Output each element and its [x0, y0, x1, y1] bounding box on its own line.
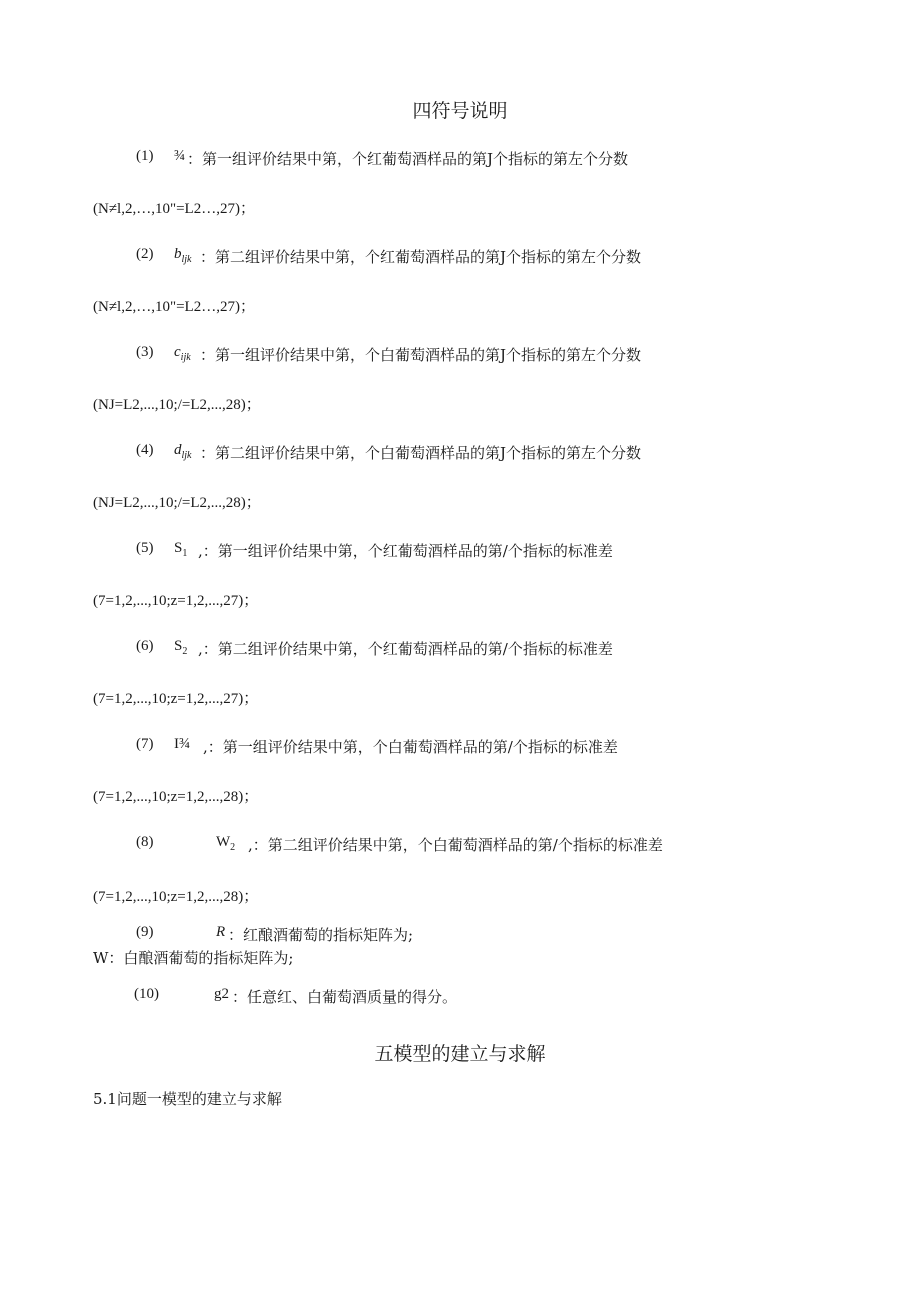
- item-number: (1): [136, 148, 154, 164]
- item-symbol: $b_{ljk}$: [174, 246, 192, 265]
- item-description: ：第二组评价结果中第，个白葡萄酒样品的第J个指标的第左个分数: [200, 444, 642, 462]
- item-symbol: $W_2$: [216, 834, 236, 853]
- item-description: ,：第一组评价结果中第，个红葡萄酒样品的第/个指标的标准差: [198, 542, 613, 560]
- section-4-title: 四符号说明: [412, 100, 508, 122]
- subsection-5-1-title: 5.1问题一模型的建立与求解: [93, 1090, 282, 1108]
- item-description: ：第二组评价结果中第，个红葡萄酒样品的第J个指标的第左个分数: [200, 248, 642, 266]
- item-index-range: (7=1,2,...,10;z=1,2,...,28)；: [93, 789, 259, 805]
- item-number: (2): [136, 246, 154, 262]
- item-symbol: $c_{ijk}$: [174, 344, 191, 363]
- item-index-range: (7=1,2,...,10;z=1,2,...,28)；: [93, 889, 259, 905]
- item-number: (3): [136, 344, 154, 360]
- item-description: ,：第二组评价结果中第，个红葡萄酒样品的第/个指标的标准差: [198, 640, 613, 658]
- item-symbol: $d_{ljk}$: [174, 442, 192, 461]
- item-symbol: $S_1$: [174, 540, 188, 559]
- item-symbol: ¾: [174, 148, 186, 164]
- item-symbol: g2: [214, 986, 229, 1002]
- item-index-range: (N≠l,2,…,10"=L2…,27)；: [93, 201, 255, 217]
- item-symbol: R: [216, 924, 226, 940]
- item-description: ：红酿酒葡萄的指标矩阵为;: [228, 926, 414, 944]
- item-description: ：第一组评价结果中第，个白葡萄酒样品的第J个指标的第左个分数: [200, 346, 642, 364]
- item-number: (10): [134, 986, 159, 1002]
- item-number: (9): [136, 924, 154, 940]
- item-symbol: I¾: [174, 736, 191, 752]
- item-number: (4): [136, 442, 154, 458]
- item-description: ,：第二组评价结果中第，个白葡萄酒样品的第/个指标的标准差: [248, 836, 663, 854]
- white-grape-matrix-line: W：白酿酒葡萄的指标矩阵为;: [93, 949, 294, 967]
- item-index-range: (7=1,2,...,10;z=1,2,...,27)；: [93, 691, 259, 707]
- item-description: ：第一组评价结果中第，个红葡萄酒样品的第J个指标的第左个分数: [187, 150, 629, 168]
- section-5-title: 五模型的建立与求解: [374, 1043, 546, 1065]
- item-number: (6): [136, 638, 154, 654]
- item-number: (8): [136, 834, 154, 850]
- item-description: ,：第一组评价结果中第，个白葡萄酒样品的第/个指标的标准差: [203, 738, 618, 756]
- item-number: (7): [136, 736, 154, 752]
- item-number: (5): [136, 540, 154, 556]
- item-description: ：任意红、白葡萄酒质量的得分。: [232, 988, 458, 1006]
- item-index-range: (7=1,2,...,10;z=1,2,...,27)；: [93, 593, 259, 609]
- item-index-range: (N≠l,2,…,10"=L2…,27)；: [93, 299, 255, 315]
- item-symbol: $S_2$: [174, 638, 188, 657]
- item-index-range: (NJ=L2,...,10;/=L2,...,28)；: [93, 495, 261, 511]
- item-index-range: (NJ=L2,...,10;/=L2,...,28)；: [93, 397, 261, 413]
